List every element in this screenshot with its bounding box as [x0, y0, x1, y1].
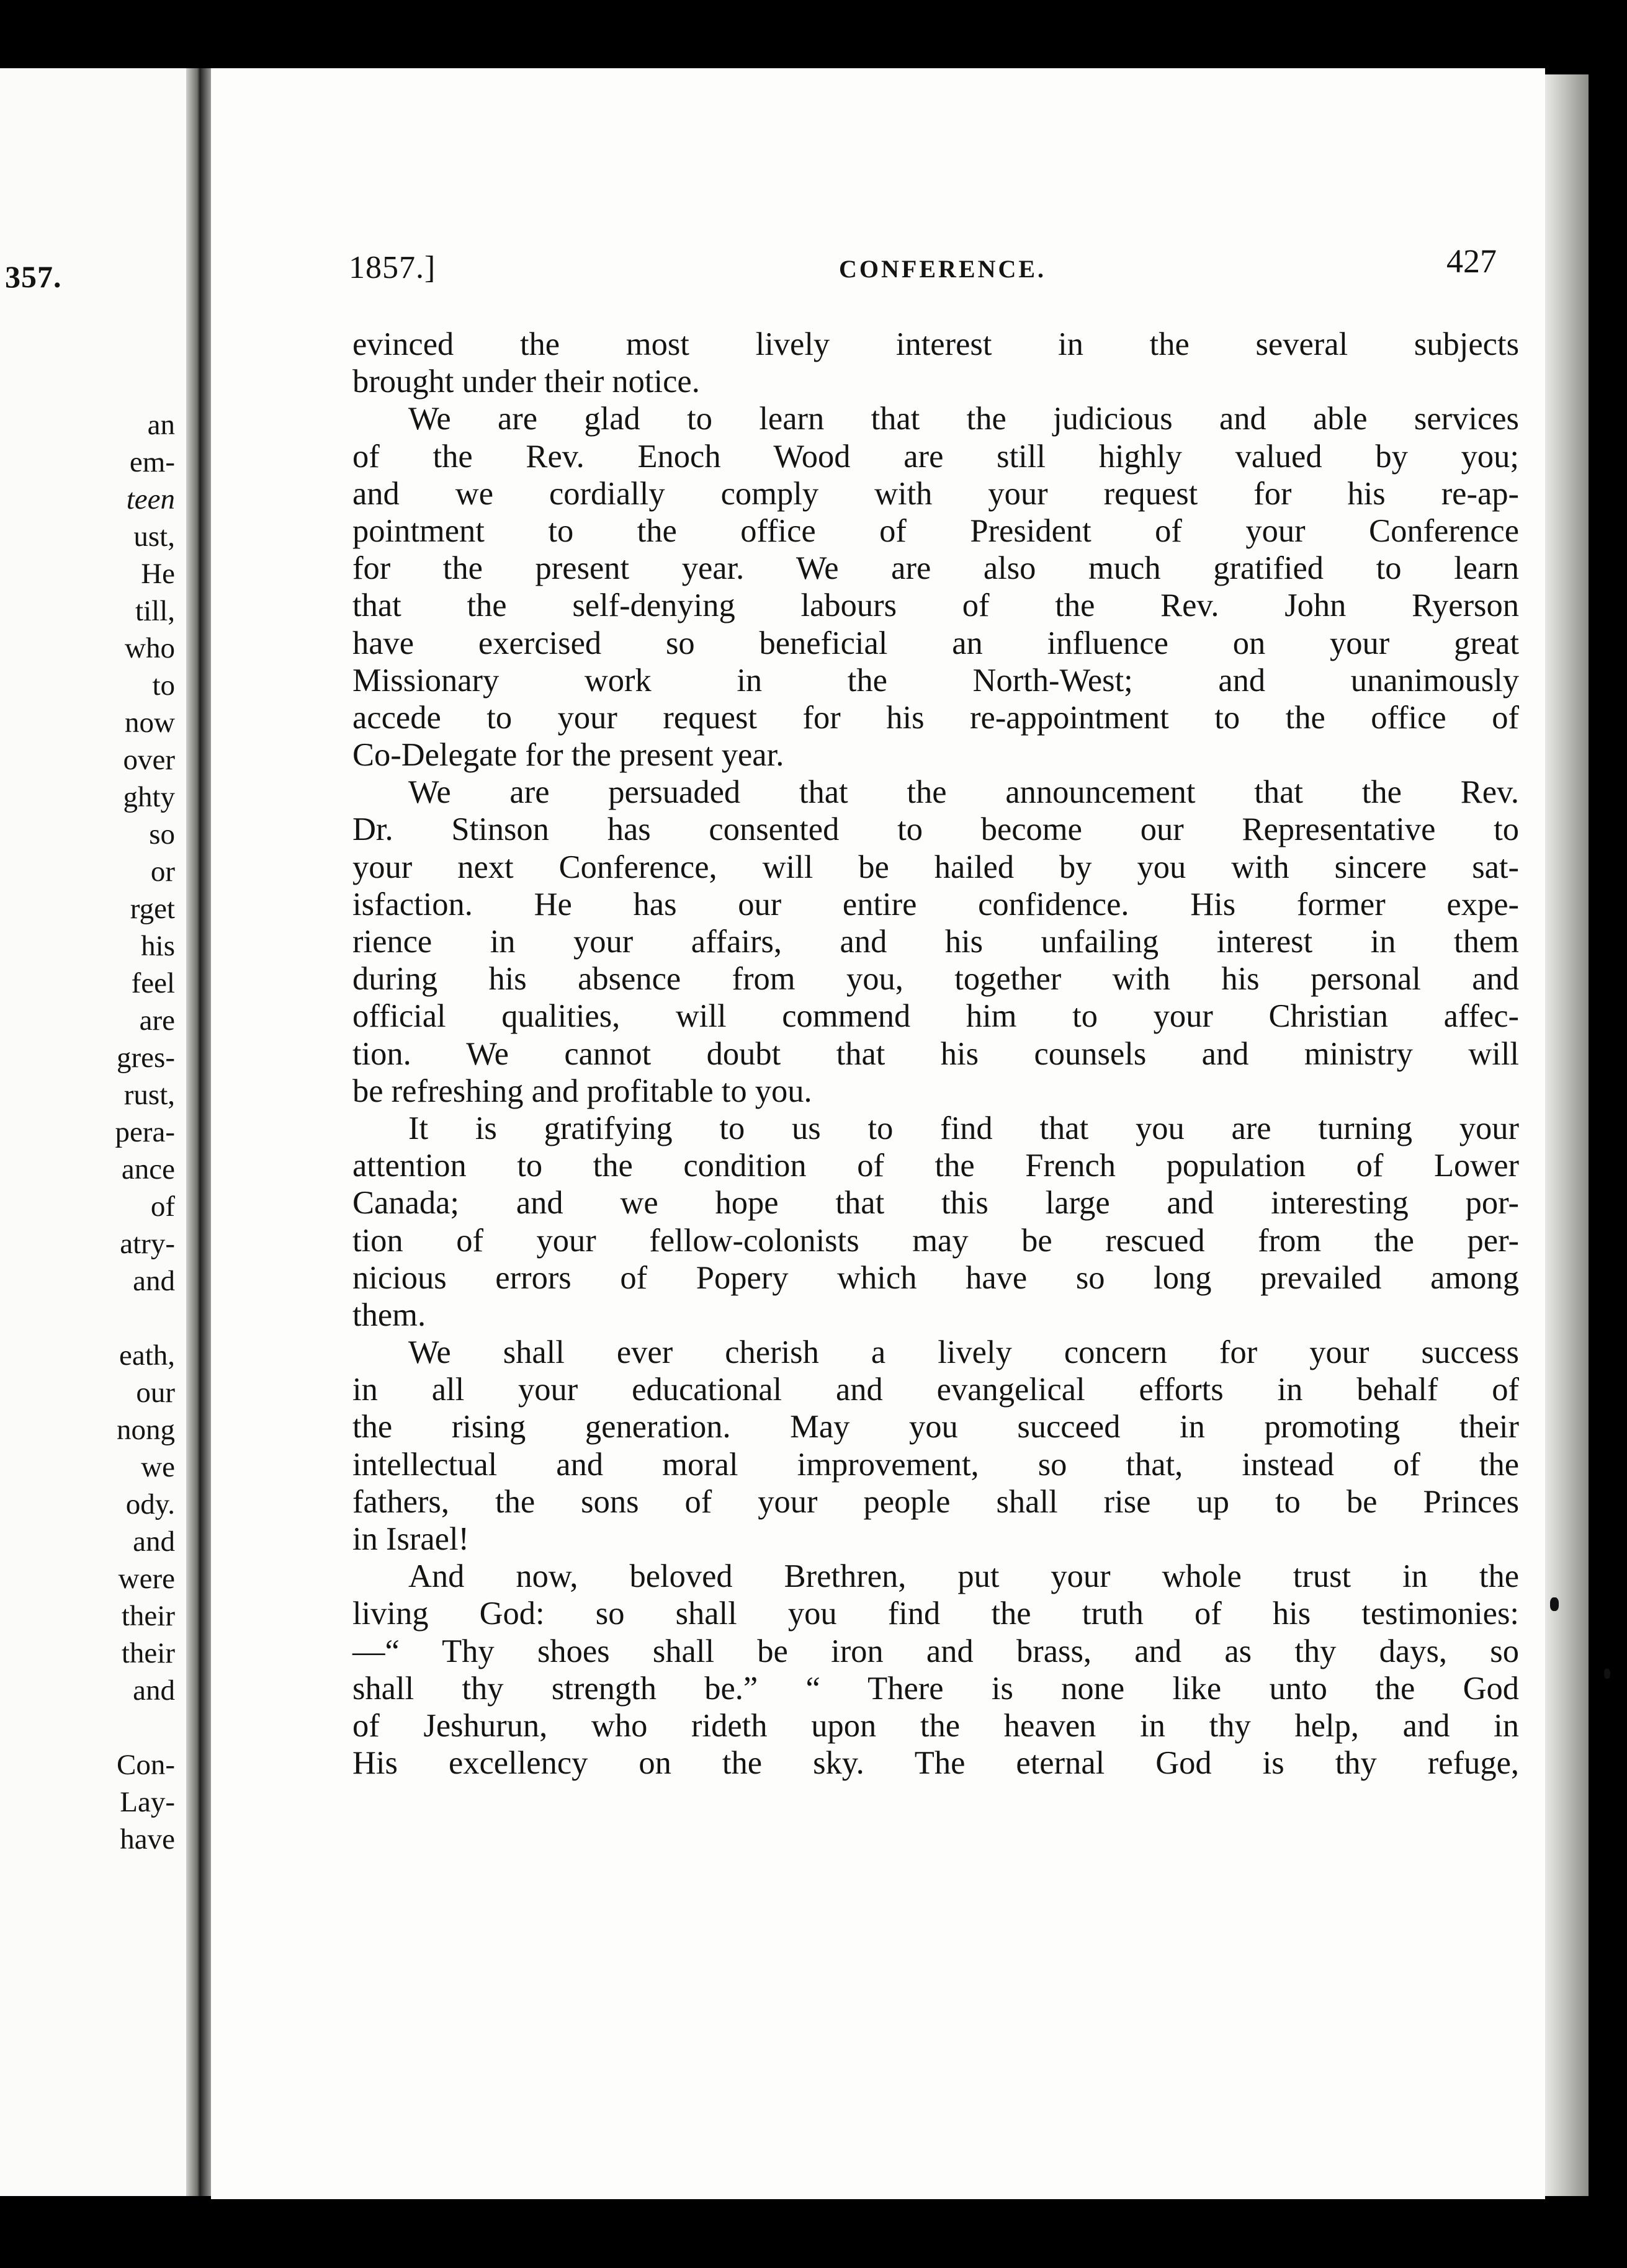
left-page-line-fragment: to	[152, 669, 175, 702]
left-page-line-fragment: and	[133, 1265, 175, 1297]
left-page-line-fragment: rust,	[123, 1079, 175, 1111]
running-head-title: CONFERENCE.	[839, 255, 1047, 283]
left-page-line-fragment: He	[141, 558, 175, 590]
text-line: It is gratifying to us to find that you are turning your	[408, 1110, 1519, 1146]
left-page-gap	[51, 1300, 175, 1337]
left-page-line-fragment: atry-	[120, 1228, 175, 1260]
left-page-line-fragment: teen	[126, 483, 175, 516]
text-line: accede to your request for his re-appointment to the office of	[352, 699, 1519, 736]
text-line: Co-Delegate for the present year.	[352, 737, 784, 774]
left-page-line-fragment: their	[121, 1637, 175, 1669]
text-line: shall thy strength be.” “ There is none like unto the God	[352, 1670, 1519, 1707]
left-page-line-fragment: ance	[121, 1153, 175, 1185]
text-line: in all your educational and evangelical efforts in behalf of	[352, 1372, 1519, 1408]
running-head-year: 1857.]	[349, 250, 436, 285]
text-line: We are persuaded that the announcement that the Rev.	[408, 774, 1519, 811]
text-line: evinced the most lively interest in the several subjects	[352, 326, 1519, 362]
text-line: isfaction. He has our entire confidence. His former expe-	[352, 886, 1519, 922]
left-page-line-fragment: em-	[129, 446, 175, 478]
left-page-line-fragment: who	[125, 632, 175, 664]
text-line: And now, beloved Brethren, put your whole trust in the	[408, 1558, 1519, 1595]
right-page	[211, 68, 1545, 2199]
text-line: tion of your fellow-colonists may be rescued from the per-	[352, 1222, 1519, 1259]
left-page-line-fragment: gres-	[117, 1042, 175, 1074]
left-page-line-fragment: till,	[135, 595, 175, 627]
text-line: nicious errors of Popery which have so long prevailed among	[352, 1259, 1519, 1296]
text-line: official qualities, will commend him to your Christian affec-	[352, 998, 1519, 1035]
text-line: of the Rev. Enoch Wood are still highly valued by you;	[352, 438, 1519, 475]
paragraph	[352, 1558, 1519, 1782]
page-number: 427	[1446, 243, 1497, 280]
left-page-line-fragment: ody.	[125, 1488, 175, 1520]
text-line: brought under their notice.	[352, 364, 700, 400]
paragraph	[352, 1110, 1519, 1334]
left-page-line-fragment: his	[141, 930, 175, 962]
left-page-line-fragment: nong	[117, 1414, 175, 1446]
left-page-line-fragment: over	[123, 744, 175, 776]
page-edge-shadow	[1545, 74, 1589, 2196]
body-text	[352, 326, 1519, 1782]
paragraph	[352, 400, 1519, 774]
text-line: —“ Thy shoes shall be iron and brass, and as thy days, so	[352, 1633, 1519, 1669]
left-page-line-fragment: of	[150, 1190, 175, 1223]
left-page-line-fragment: were	[118, 1563, 175, 1595]
text-line: His excellency on the sky. The eternal God is thy refuge,	[352, 1745, 1519, 1782]
text-line: your next Conference, will be hailed by you with sincere sat-	[352, 849, 1519, 885]
text-line: rience in your affairs, and his unfailing interest in them	[352, 924, 1519, 960]
left-page-line-fragment: and	[133, 1674, 175, 1707]
text-line: living God: so shall you find the truth of his testimonies:	[352, 1596, 1519, 1632]
left-page-line-fragment: have	[120, 1823, 175, 1855]
running-head	[349, 243, 1497, 293]
ink-speck	[1550, 1597, 1559, 1611]
left-page-line-fragment: feel	[131, 967, 175, 999]
left-page-header-fragment: 357.	[5, 259, 62, 294]
paragraph	[352, 1334, 1519, 1558]
text-line: in Israel!	[352, 1521, 470, 1557]
text-line: be refreshing and profitable to you.	[352, 1073, 812, 1109]
left-page-line-fragment: rget	[130, 893, 175, 925]
text-line: fathers, the sons of your people shall rise up to be Princes	[352, 1483, 1519, 1520]
text-line: tion. We cannot doubt that his counsels and ministry will	[352, 1035, 1519, 1072]
left-page-line-fragment: ghty	[123, 781, 175, 813]
left-facing-page	[0, 68, 186, 2196]
text-line: for the present year. We are also much gratified to learn	[352, 550, 1519, 587]
left-page-line-fragment: and	[133, 1525, 175, 1558]
text-line: attention to the condition of the French population of Lower	[352, 1148, 1519, 1184]
text-line: them.	[352, 1297, 426, 1333]
left-page-line-fragment: are	[139, 1004, 175, 1037]
text-line: intellectual and moral improvement, so that, instead of the	[352, 1446, 1519, 1483]
paragraph	[352, 326, 1519, 400]
left-page-line-fragment: or	[150, 855, 175, 888]
left-page-line-fragments	[51, 406, 175, 1858]
text-line: that the self-denying labours of the Rev. John Ryerson	[352, 587, 1519, 624]
left-page-line-fragment: we	[141, 1451, 175, 1483]
text-line: Missionary work in the North-West; and unanimously	[352, 662, 1519, 699]
left-page-gap	[51, 1709, 175, 1746]
text-line: Canada; and we hope that this large and interesting por-	[352, 1185, 1519, 1221]
left-page-line-fragment: our	[136, 1377, 175, 1409]
text-line: pointment to the office of President of your Conference	[352, 512, 1519, 549]
book-gutter	[186, 68, 211, 2196]
left-page-line-fragment: so	[149, 818, 175, 850]
left-page-line-fragment: ust,	[133, 520, 175, 553]
text-line: the rising generation. May you succeed in promoting their	[352, 1409, 1519, 1445]
text-line: Dr. Stinson has consented to become our Representative to	[352, 811, 1519, 848]
text-line: We are glad to learn that the judicious and able services	[408, 401, 1519, 437]
left-page-line-fragment: pera-	[115, 1116, 175, 1148]
text-line: of Jeshurun, who rideth upon the heaven in thy help, and in	[352, 1707, 1519, 1744]
ink-speck	[1604, 1669, 1610, 1679]
paragraph	[352, 774, 1519, 1110]
left-page-line-fragment: now	[125, 707, 175, 739]
left-page-line-fragment: eath,	[119, 1339, 175, 1372]
left-page-line-fragment: Lay-	[120, 1786, 175, 1818]
left-page-line-fragment: an	[147, 409, 175, 441]
text-line: We shall ever cherish a lively concern for your success	[408, 1334, 1519, 1371]
left-page-line-fragment: Con-	[117, 1749, 175, 1781]
text-line: have exercised so beneficial an influence on your great	[352, 625, 1519, 661]
left-page-line-fragment: their	[121, 1600, 175, 1632]
text-line: and we cordially comply with your request for his re-ap-	[352, 475, 1519, 512]
text-line: during his absence from you, together with his personal and	[352, 961, 1519, 998]
